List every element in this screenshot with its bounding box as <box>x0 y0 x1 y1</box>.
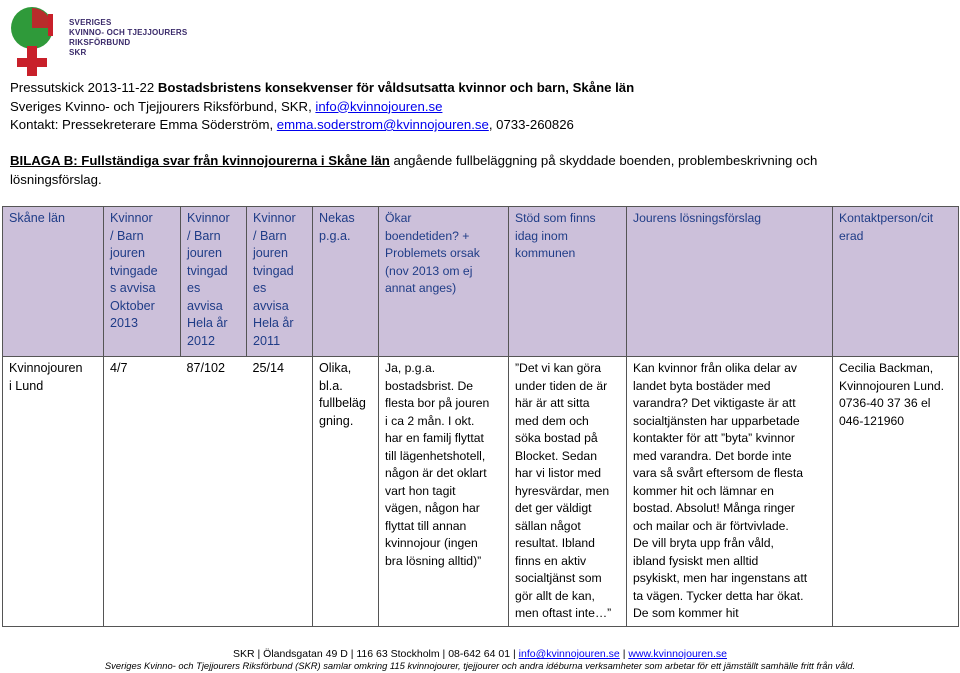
footer-address: SKR | Ölandsgatan 49 D | 116 63 Stockholm | 08-642 64 01 | info@kvinnojouren.se | www.kvinnojouren.se <box>233 648 727 660</box>
bilaga-title: BILAGA B: Fullständiga svar från kvinnojourerna i Skåne län <box>10 153 390 168</box>
cell-year-2012: 87/102 <box>181 357 247 627</box>
header-stod: Stöd som finns idag inom kommunen <box>509 207 627 357</box>
cell-okar: Ja, p.g.a. bostadsbrist. De flesta bor på jouren i ca 2 mån. I okt. har en familj flyttat till lägenhetshotell, någon är det oklart vart hon tagit vägen, någon har flyttat till annan kvinnojour (ingen bra lösning alltid)” <box>379 357 509 627</box>
skr-logo <box>8 2 208 78</box>
header-year-2011: Kvinnor / Barn jouren tvingad es avvisa Hela år 2011 <box>247 207 313 357</box>
header-skane-lan: Skåne län <box>3 207 104 357</box>
footer-web-link[interactable]: www.kvinnojouren.se <box>628 648 727 660</box>
cell-year-2011: 25/14 <box>247 357 313 627</box>
cell-stod: ”Det vi kan göra under tiden de är här är att sitta med dem och söka bostad på Blocket. Sedan har vi listor med hyresvärdar, men det ger väldigt sällan något resultat. Ibland finns en aktiv socialtjänst som gör allt de kan, men oftast inte…” <box>509 357 627 627</box>
press-header <box>10 79 634 135</box>
cell-losning: Kan kvinnor från olika delar av landet byta bostäder med varandra? Det viktigaste är att socialtjänsten har upparbetade kontakter för att ”byta” kvinnor med varandra. Det borde inte vara så svårt eftersom de flesta kommer hit och lämnar en bostad. Absolut! Många ringer och mailar och är förtvivlade. De vill bryta upp från våld, ibland fysiskt men alltid psykiskt, men har ingenstans att ta vägen. Tycker detta har ökat. De som kommer hit <box>627 357 833 627</box>
bilaga-heading: BILAGA B: Fullständiga svar från kvinnojourerna i Skåne län angående fullbeläggning på skyddade boenden, problembeskrivning och lösningsförslag. <box>10 153 818 187</box>
cell-nekas: Olika, bl.a. fullbeläg gning. <box>313 357 379 627</box>
contact-email-link[interactable]: emma.soderstrom@kvinnojouren.se <box>276 117 489 132</box>
survey-table <box>2 206 959 627</box>
footer-email-link[interactable]: info@kvinnojouren.se <box>518 648 620 660</box>
press-line-2: Sveriges Kvinno- och Tjejjourers Riksförbund, SKR, info@kvinnojouren.se <box>10 98 443 114</box>
header-okar: Ökar boendetiden? + Problemets orsak (nov 2013 om ej annat anges) <box>379 207 509 357</box>
table-row <box>3 357 959 627</box>
cell-kontakt: Cecilia Backman, Kvinnojouren Lund. 0736-40 37 36 el 046-121960 <box>833 357 959 627</box>
header-nekas: Nekas p.g.a. <box>313 207 379 357</box>
cell-jour: Kvinnojouren i Lund <box>3 357 104 627</box>
skr-logo-symbol <box>8 2 68 78</box>
footer-description: Sveriges Kvinno- och Tjejjourers Riksförbund (SKR) samlar omkring 115 kvinnojourer, tjejjourer och andra idéburna verksamheter som arbetar för ett jämställt samhälle fritt från våld. <box>104 660 856 671</box>
info-email-link[interactable]: info@kvinnojouren.se <box>315 98 443 114</box>
logo-wordmark: SVERIGES KVINNO- OCH TJEJJOURERS RIKSFÖRBUND SKR <box>69 18 188 57</box>
press-line-1: Pressutskick 2013-11-22 Bostadsbristens konsekvenser för våldsutsatta kvinnor och barn, Skåne län <box>10 80 635 95</box>
cell-oct-2013: 4/7 <box>104 357 181 627</box>
header-oct-2013: Kvinnor / Barn jouren tvingade s avvisa Oktober 2013 <box>104 207 181 357</box>
press-title: Bostadsbristens konsekvenser för våldsutsatta kvinnor och barn, Skåne län <box>157 80 635 95</box>
header-year-2012: Kvinnor / Barn jouren tvingad es avvisa Hela år 2012 <box>181 207 247 357</box>
header-losning: Jourens lösningsförslag <box>627 207 833 357</box>
table-header-row <box>3 207 959 357</box>
press-line-3: Kontakt: Pressekreterare Emma Söderström, emma.soderstrom@kvinnojouren.se, 0733-260826 <box>10 117 574 132</box>
header-kontakt: Kontaktperson/cit erad <box>833 207 959 357</box>
